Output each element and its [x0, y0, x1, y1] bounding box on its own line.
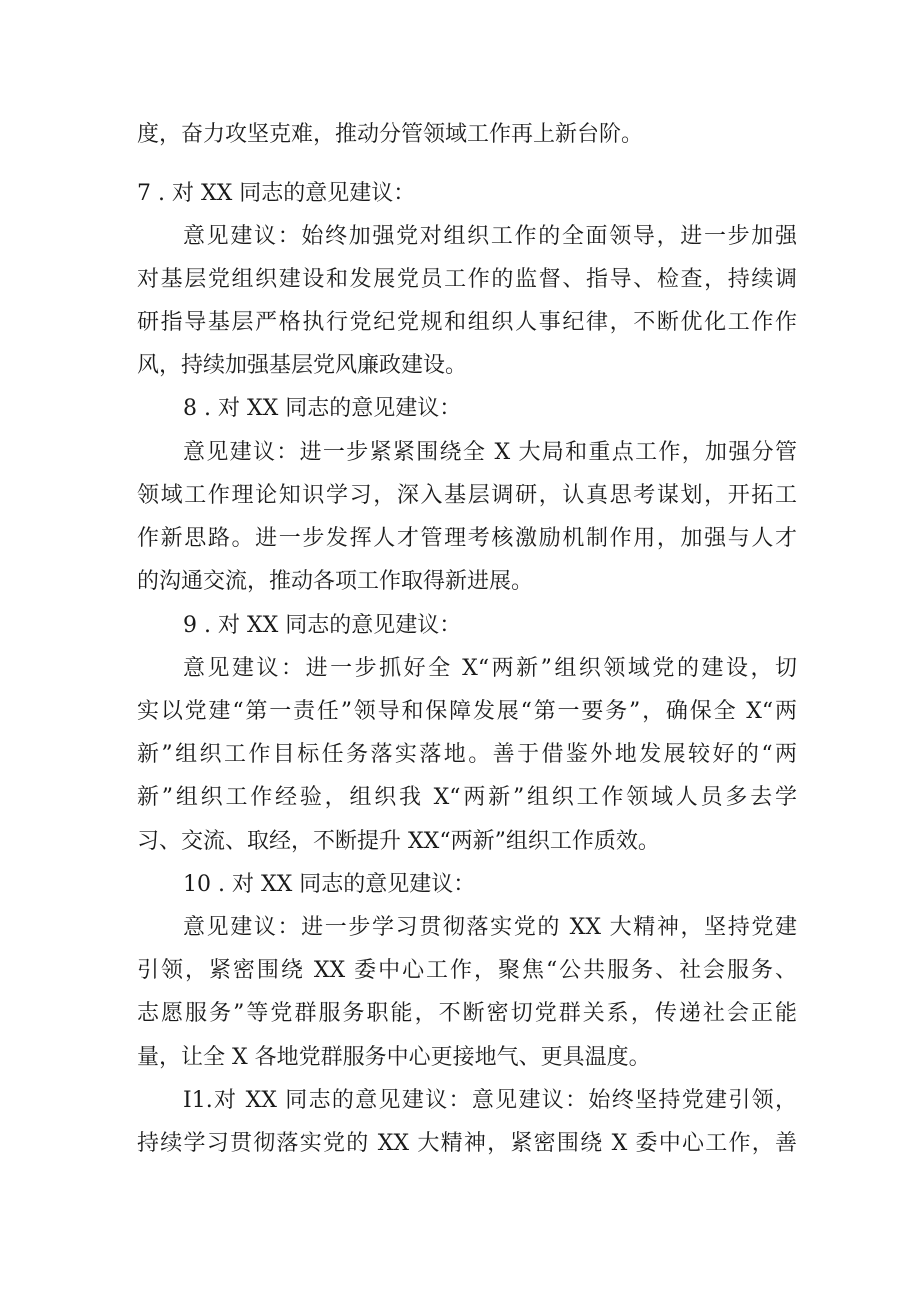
text-line-5: 研指导基层严格执行党纪党规和组织人事纪律，不断优化工作作: [137, 310, 797, 335]
item-8-heading: 8 . 对 XX 同志的意见建议：: [183, 396, 462, 421]
item-9-heading: 9 . 对 XX 同志的意见建议：: [183, 613, 462, 638]
text-line-8: 意见建议：进一步紧紧围绕全 X 大局和重点工作，加强分管: [183, 440, 797, 465]
text-line-4: 对基层党组织建设和发展党员工作的监督、指导、检查，持续调: [137, 267, 797, 292]
text-line-9: 领域工作理论知识学习，深入基层调研，认真思考谋划，开拓工: [137, 483, 797, 508]
text-line-21: 志愿服务”等党群服务职能，不断密切党群关系，传递社会正能: [137, 1001, 797, 1026]
text-line-19: 意见建议：进一步学习贯彻落实党的 XX 大精神，坚持党建: [183, 915, 797, 940]
text-line-16: 新”组织工作经验，组织我 X“两新”组织工作领域人员多去学: [137, 785, 797, 810]
text-line-11: 的沟通交流，推动各项工作取得新进展。: [137, 569, 534, 594]
text-line-17: 习、交流、取经，不断提升 XX“两新”组织工作质效。: [137, 829, 660, 854]
text-line-22: 量，让全 X 各地党群服务中心更接地气、更具温度。: [137, 1045, 651, 1070]
text-line-20: 引领，紧密围绕 XX 委中心工作，聚焦“公共服务、社会服务、: [137, 958, 797, 983]
text-line-15: 新”组织工作目标任务落实落地。善于借鉴外地发展较好的“两: [137, 742, 797, 767]
item-11-heading: I1.对 XX 同志的意见建议：意见建议：始终坚持党建引领，: [183, 1088, 797, 1113]
text-line-6: 风，持续加强基层党风廉政建设。: [137, 353, 468, 378]
text-line-10: 作新思路。进一步发挥人才管理考核激励机制作用，加强与人才: [137, 526, 797, 551]
text-line-13: 意见建议：进一步抓好全 X“两新”组织领域党的建设，切: [183, 656, 797, 681]
text-line-24: 持续学习贯彻落实党的 XX 大精神，紧密围绕 X 委中心工作，善: [137, 1131, 797, 1156]
item-10-heading: 10 . 对 XX 同志的意见建议：: [183, 872, 476, 897]
text-line-14: 实以党建“第一责任”领导和保障发展“第一要务”，确保全 X“两: [137, 699, 797, 724]
item-7-heading: 7 . 对 XX 同志的意见建议：: [137, 181, 416, 206]
text-line-3: 意见建议：始终加强党对组织工作的全面领导，进一步加强: [183, 224, 797, 249]
text-line-1: 度，奋力攻坚克难，推动分管领域工作再上新台阶。: [137, 122, 644, 147]
